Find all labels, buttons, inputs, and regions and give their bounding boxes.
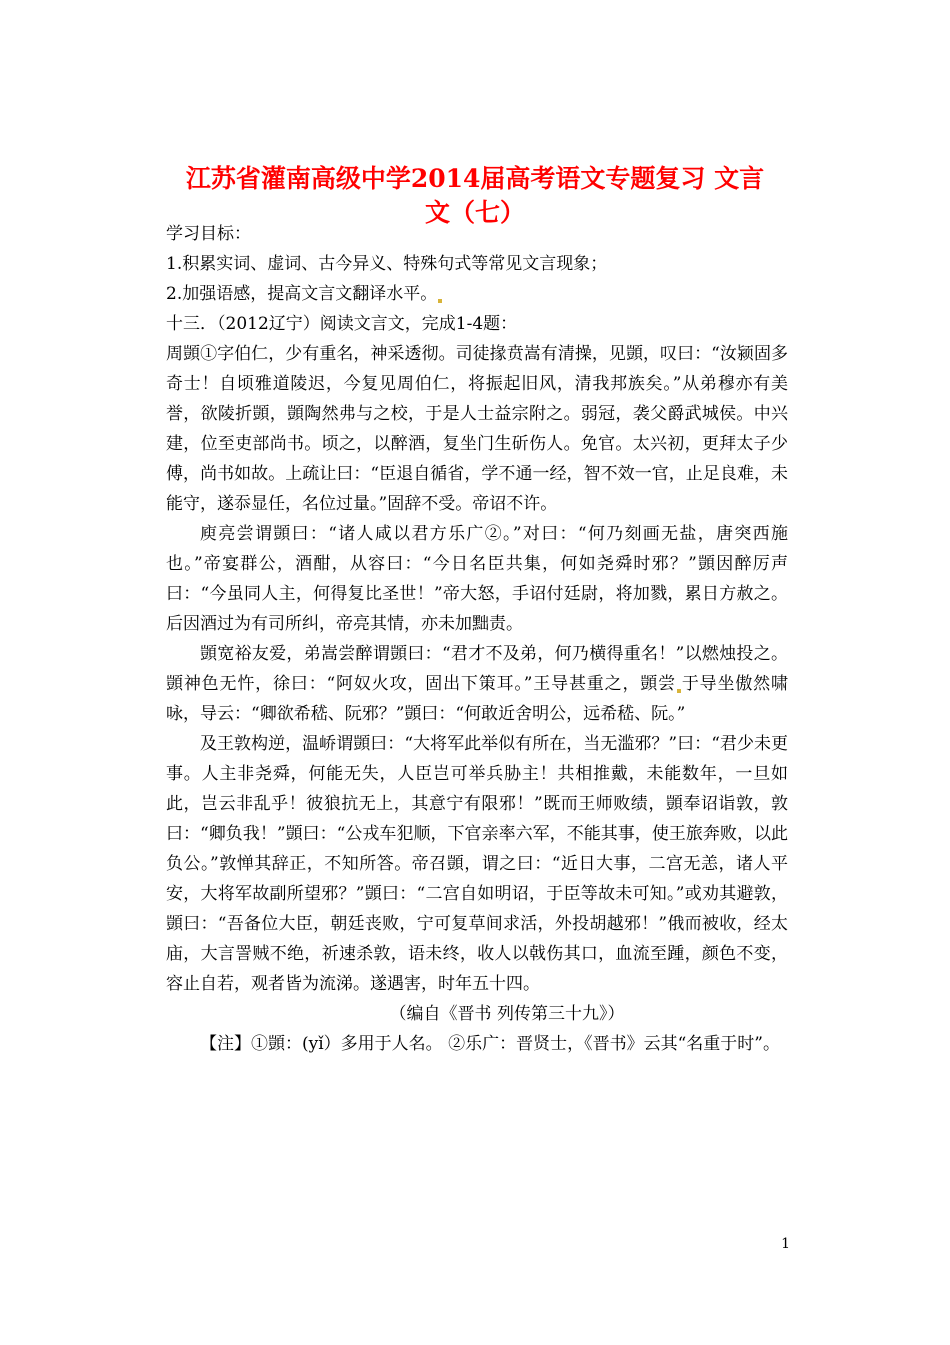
passage-paragraph-4: 及王敦构逆，温峤谓顗曰：“大将军此举似有所在，当无滥邪？”曰：“君少未更事。人主非尧舜，何能无失，人臣岂可举兵胁主！共相推戴，未能数年，一旦如此，岂云非乱乎！彼狼抗无上，其意宁有限邪！”既而王师败绩，顗奉诏诣敦，敦曰：“卿负我！”顗曰：“公戎车犯顺，下官亲率六军，不能其事，使王旅奔败，以此负公。”敦惮其辞正，不知所答。帝召顗，谓之曰：“近日大事，二宫无恙，诸人平安，大将军故副所望邪？”顗曰：“二宫自如明诏，于臣等故未可知。”或劝其避敦，顗曰：“吾备位大臣，朝廷丧败，宁可复草间求活，外投胡越邪！”俄而被收，经太庙，大言詈贼不绝，祈速杀敦，语未终，收人以戟伤其口，血流至踵，颜色不变，容止自若，观者皆为流涕。遂遇害，时年五十四。 [166,734,788,994]
question-intro: 十三．（2012辽宁）阅读文言文，完成1-4题： [166,314,518,334]
passage-paragraph-2: 庾亮尝谓顗曰：“诸人咸以君方乐广②。”对曰：“何乃刻画无盐，唐突西施也。”帝宴群公，酒酣，从容曰：“今日名臣共集，何如尧舜时邪？”顗因醉厉声曰：“今虽同人主，何得复比圣世！”帝大怒，手诏付廷尉，将加戮，累日方赦之。后因酒过为有司所纠，帝亮其情，亦未加黜责。 [166,524,788,634]
passage-paragraph-3b: 于导坐傲然啸咏，导云：“卿欲希嵇、阮邪？”顗曰：“何敢近舍明公，远希嵇、阮。” [166,674,789,724]
passage-paragraph-1: 周顗①字伯仁，少有重名，神采透彻。司徒掾贲嵩有清操，见顗，叹曰：“汝颍固多奇士！自顷雅道陵迟，今复见周伯仁，将振起旧风，清我邦族矣。”从弟穆亦有美誉，欲陵折顗，顗陶然弗与之校，于是人士益宗附之。弱冠，袭父爵武城侯。中兴建，位至吏部尚书。顷之，以醉酒，复坐门生斫伤人。免官。太兴初，更拜太子少傅，尚书如故。上疏让曰：“臣退自循省，学不通一经，智不效一官，止足良难，未能守，遂忝显任，名位过量。”固辞不受。帝诏不许。 [166,344,788,514]
title-line-2: 文（七） [424,198,525,227]
goal-item-2 [166,279,788,309]
passage-paragraph-3a: 顗宽裕友爱，弟嵩尝醉谓顗曰：“君才不及弟，何乃横得重名！”以燃烛投之。顗神色无忤，徐曰：“阿奴火攻，固出下策耳。”王导甚重之，顗尝 [166,644,788,694]
title-line-1: 江苏省灌南高级中学2014届高考语文专题复习 文言 [185,164,765,193]
passage-source: （编自《晋书 列传第三十九》） [389,1004,625,1024]
goal-item-2-text: 2.加强语感，提高文言文翻译水平。 [166,284,438,304]
artifact-dot-icon [438,299,442,303]
goal-heading: 学习目标： [166,224,251,244]
passage-note: 【注】①顗：(yǐ）多用于人名。 ②乐广：晋贤士，《晋书》云其“名重于时”。 [200,1034,780,1054]
goal-item-1: 1.积累实词、虚词、古今异义、特殊句式等常见文言现象； [166,254,608,274]
document-body [166,219,788,1059]
page-number: 1 [781,1236,790,1252]
passage-paragraph-3 [166,639,788,729]
